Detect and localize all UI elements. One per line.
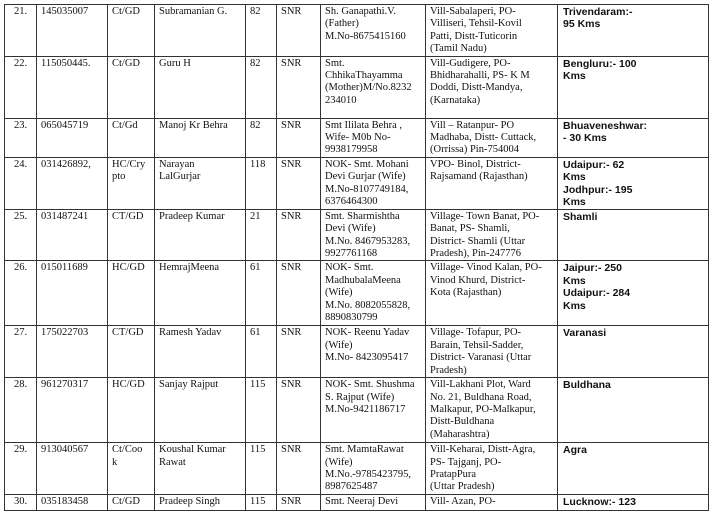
address-line: Madhaba, Distt- Cuttack,	[430, 132, 537, 144]
table-row	[5, 261, 709, 326]
address-line: Pradesh)	[430, 364, 467, 376]
table-row	[5, 5, 709, 57]
name-line: Manoj Kr Behra	[159, 119, 228, 131]
name-cell	[155, 261, 246, 326]
next-of-kin-cell	[321, 5, 426, 57]
serial-number-cell: 30.	[5, 494, 37, 510]
next-of-kin-line: NOK- Reenu Yadav	[325, 327, 410, 339]
address-line: Patti, Distt-Tuticorin	[430, 30, 518, 42]
next-of-kin-line: Smt. MamtaRawat	[325, 444, 404, 456]
serial-number-cell: 28.	[5, 378, 37, 443]
serial-number-cell: 27.	[5, 326, 37, 378]
distance-line: Udaipur:- 284	[563, 287, 631, 300]
rank-cell	[108, 209, 155, 261]
name-line: Ramesh Yadav	[159, 327, 222, 339]
address-line: Barain, Tehsil-Sadder,	[430, 339, 524, 351]
distance-line: Bengluru:- 100	[563, 57, 637, 70]
table-row	[5, 494, 709, 510]
next-of-kin-line: M.No-8107749184,	[325, 183, 409, 195]
address-line: Village- Tofapur, PO-	[430, 327, 522, 339]
rank-cell	[108, 5, 155, 57]
serial-number-cell: 29.	[5, 443, 37, 495]
rank-cell	[108, 443, 155, 495]
address-line: (Uttar Pradesh)	[430, 481, 495, 493]
address-line: District- Varanasi (Uttar	[430, 352, 532, 364]
address-line: Villiseri, Tehsil-Kovil	[430, 18, 522, 30]
name-cell	[155, 209, 246, 261]
distance-cell	[558, 378, 709, 443]
address-line: (Karnataka)	[430, 94, 481, 106]
next-of-kin-line: M.No. 8082055828,	[325, 299, 411, 311]
distance-line: Agra	[563, 444, 587, 457]
name-line: Sanjay Rajput	[159, 379, 219, 391]
name-line: Guru H	[159, 57, 191, 69]
address-line: Pradesh), Pin-247776	[430, 248, 521, 260]
next-of-kin-line: (Father)	[325, 18, 359, 30]
rank-cell	[108, 56, 155, 118]
serial-number-cell: 24.	[5, 157, 37, 209]
location-cell: SNR	[277, 5, 321, 57]
name-line: LalGurjar	[159, 171, 201, 183]
name-line: Koushal Kumar	[159, 444, 226, 456]
unit-cell: 115	[246, 494, 277, 510]
table-row	[5, 443, 709, 495]
serial-number-cell: 25.	[5, 209, 37, 261]
next-of-kin-line: (Wife)	[325, 339, 353, 351]
unit-cell: 61	[246, 261, 277, 326]
rank-cell	[108, 326, 155, 378]
next-of-kin-cell	[321, 56, 426, 118]
next-of-kin-line: NOK- Smt. Mohani	[325, 158, 409, 170]
next-of-kin-line: NOK- Smt. Shushma	[325, 379, 415, 391]
next-of-kin-line: (Wife)	[325, 456, 353, 468]
next-of-kin-line: Smt Ililata Behra ,	[325, 119, 402, 131]
distance-cell	[558, 5, 709, 57]
location-cell: SNR	[277, 56, 321, 118]
distance-line: Kms	[563, 70, 586, 83]
address-line: Banat, PS- Shamli,	[430, 223, 510, 235]
next-of-kin-line: 8890830799	[325, 312, 378, 324]
next-of-kin-line: 6376464300	[325, 196, 378, 208]
name-cell	[155, 157, 246, 209]
regn-number-cell: 031426892,	[37, 157, 108, 209]
name-cell	[155, 326, 246, 378]
regn-number-cell: 115050445.	[37, 56, 108, 118]
next-of-kin-line: M.No.-9785423795,	[325, 468, 412, 480]
next-of-kin-cell	[321, 443, 426, 495]
address-line: Rajsamand (Rajasthan)	[430, 171, 528, 183]
address-line: Village- Town Banat, PO-	[430, 210, 540, 222]
table-row	[5, 326, 709, 378]
name-line: Pradeep Kumar	[159, 210, 225, 222]
address-cell	[426, 56, 558, 118]
distance-line: Shamli	[563, 210, 598, 223]
next-of-kin-line: 9927761168	[325, 248, 378, 260]
name-line: Rawat	[159, 456, 186, 468]
regn-number-cell: 065045719	[37, 118, 108, 157]
table-body	[5, 5, 709, 511]
next-of-kin-line: 8987625487	[325, 481, 378, 493]
next-of-kin-cell	[321, 157, 426, 209]
next-of-kin-cell	[321, 378, 426, 443]
regn-number-cell: 961270317	[37, 378, 108, 443]
distance-cell	[558, 56, 709, 118]
next-of-kin-line: M.No-8675415160	[325, 30, 406, 42]
distance-line: Kms	[563, 274, 586, 287]
rank-line: HC/Cry	[112, 158, 146, 170]
address-cell	[426, 209, 558, 261]
rank-line: Ct/GD	[112, 6, 141, 17]
regn-number-cell: 031487241	[37, 209, 108, 261]
name-cell	[155, 443, 246, 495]
distance-line: Kms	[563, 196, 586, 209]
rank-cell	[108, 378, 155, 443]
next-of-kin-line: (Mother)M/No.8232	[325, 82, 412, 94]
address-line: Vill-Sabalaperi, PO-	[430, 6, 516, 17]
next-of-kin-line: 234010	[325, 94, 357, 106]
address-line: VPO- Binol, District-	[430, 158, 521, 170]
next-of-kin-line: (Wife)	[325, 287, 353, 299]
rank-line: Ct/GD	[112, 57, 141, 69]
regn-number-cell: 035183458	[37, 494, 108, 510]
next-of-kin-cell	[321, 494, 426, 510]
next-of-kin-line: Devi (Wife)	[325, 223, 376, 235]
location-cell: SNR	[277, 494, 321, 510]
name-line: Subramanian G.	[159, 6, 228, 17]
unit-cell: 115	[246, 378, 277, 443]
serial-number-cell: 22.	[5, 56, 37, 118]
distance-cell	[558, 494, 709, 510]
address-line: Distt-Buldhana	[430, 416, 495, 428]
next-of-kin-line: NOK- Smt.	[325, 262, 374, 274]
regn-number-cell: 015011689	[37, 261, 108, 326]
rank-line: k	[112, 456, 118, 468]
distance-line: Udaipur:- 62	[563, 158, 625, 171]
address-cell	[426, 118, 558, 157]
serial-number-cell: 23.	[5, 118, 37, 157]
unit-cell: 21	[246, 209, 277, 261]
rank-line: Ct/Gd	[112, 119, 138, 131]
next-of-kin-line: Smt.	[325, 57, 345, 69]
next-of-kin-cell	[321, 209, 426, 261]
location-cell: SNR	[277, 378, 321, 443]
name-cell	[155, 494, 246, 510]
address-cell	[426, 378, 558, 443]
distance-line: 95 Kms	[563, 18, 601, 31]
next-of-kin-cell	[321, 261, 426, 326]
address-cell	[426, 5, 558, 57]
rank-cell	[108, 261, 155, 326]
address-cell	[426, 443, 558, 495]
address-cell	[426, 494, 558, 510]
table-row	[5, 209, 709, 261]
next-of-kin-line: Smt. Sharmishtha	[325, 210, 400, 222]
unit-cell: 115	[246, 443, 277, 495]
address-line: PratapPura	[430, 468, 477, 480]
regn-number-cell: 175022703	[37, 326, 108, 378]
name-cell	[155, 5, 246, 57]
address-line: PS- Tajganj, PO-	[430, 456, 502, 468]
address-line: Vill-Lakhani Plot, Ward	[430, 379, 531, 391]
address-line: Doddi, Distt-Mandya,	[430, 82, 523, 94]
location-cell: SNR	[277, 443, 321, 495]
distance-cell	[558, 157, 709, 209]
name-cell	[155, 118, 246, 157]
next-of-kin-line: MadhubalaMeena	[325, 274, 401, 286]
distance-line: Varanasi	[563, 327, 607, 340]
rank-line: Ct/Coo	[112, 444, 143, 456]
distance-cell	[558, 118, 709, 157]
distance-line: Jaipur:- 250	[563, 262, 622, 275]
distance-cell	[558, 326, 709, 378]
rank-line: CT/GD	[112, 210, 144, 222]
unit-cell: 82	[246, 118, 277, 157]
rank-line: HC/GD	[112, 379, 145, 391]
next-of-kin-line: M.No. 8467953283,	[325, 235, 411, 247]
location-cell: SNR	[277, 209, 321, 261]
regn-number-cell: 145035007	[37, 5, 108, 57]
address-line: No. 21, Buldhana Road,	[430, 391, 532, 403]
distance-cell	[558, 209, 709, 261]
unit-cell: 82	[246, 5, 277, 57]
address-cell	[426, 261, 558, 326]
address-line: Village- Vinod Kalan, PO-	[430, 262, 542, 274]
rank-cell	[108, 157, 155, 209]
name-cell	[155, 378, 246, 443]
name-line: Pradeep Singh	[159, 495, 220, 507]
rank-line: pto	[112, 171, 126, 183]
serial-number-cell: 26.	[5, 261, 37, 326]
distance-cell	[558, 261, 709, 326]
distance-line: Trivendaram:-	[563, 6, 633, 18]
address-line: Vill- Azan, PO-	[430, 495, 496, 507]
regn-number-cell: 913040567	[37, 443, 108, 495]
next-of-kin-line: S. Rajput (Wife)	[325, 391, 395, 403]
rank-line: CT/GD	[112, 327, 144, 339]
distance-line: Kms	[563, 299, 586, 312]
location-cell: SNR	[277, 261, 321, 326]
rank-cell	[108, 118, 155, 157]
location-cell: SNR	[277, 157, 321, 209]
distance-line: Jodhpur:- 195	[563, 183, 633, 196]
serial-number-cell: 21.	[5, 5, 37, 57]
next-of-kin-line: Devi Gurjar (Wife)	[325, 171, 406, 183]
address-cell	[426, 157, 558, 209]
distance-line: Bhuaveneshwar:	[563, 119, 648, 132]
location-cell: SNR	[277, 326, 321, 378]
next-of-kin-line: Sh. Ganapathi.V.	[325, 6, 396, 17]
distance-cell	[558, 443, 709, 495]
name-line: HemrajMeena	[159, 262, 220, 274]
next-of-kin-line: M.No- 8423095417	[325, 352, 409, 364]
rank-line: Ct/GD	[112, 495, 141, 507]
table-row	[5, 56, 709, 118]
next-of-kin-line: Wife- M0b No-	[325, 132, 391, 144]
address-line: Kota (Rajasthan)	[430, 287, 502, 299]
next-of-kin-cell	[321, 118, 426, 157]
location-cell: SNR	[277, 118, 321, 157]
distance-line: Kms	[563, 171, 586, 184]
address-line: (Maharashtra)	[430, 428, 490, 440]
address-line: Vill – Ratanpur- PO	[430, 119, 515, 131]
address-line: Bhidharahalli, PS- K M	[430, 70, 530, 82]
name-cell	[155, 56, 246, 118]
address-line: (Tamil Nadu)	[430, 43, 487, 55]
distance-line: - 30 Kms	[563, 132, 607, 145]
distance-line: Lucknow:- 123	[563, 495, 636, 508]
name-line: Narayan	[159, 158, 195, 170]
address-line: Vill-Gudigere, PO-	[430, 57, 511, 69]
address-line: District- Shamli (Uttar	[430, 235, 526, 247]
next-of-kin-line: Smt. Neeraj Devi	[325, 495, 399, 507]
address-cell	[426, 326, 558, 378]
rank-cell	[108, 494, 155, 510]
rank-line: HC/GD	[112, 262, 145, 274]
next-of-kin-cell	[321, 326, 426, 378]
address-line: Vinod Khurd, District-	[430, 274, 526, 286]
personnel-table	[4, 4, 709, 511]
address-line: (Orrissa) Pin-754004	[430, 144, 519, 156]
address-line: Malkapur, PO-Malkapur,	[430, 403, 536, 415]
unit-cell: 118	[246, 157, 277, 209]
address-line: Vill-Keharai, Distt-Agra,	[430, 444, 536, 456]
table-row	[5, 118, 709, 157]
distance-line: Buldhana	[563, 379, 611, 392]
next-of-kin-line: M.No-9421186717	[325, 403, 406, 415]
next-of-kin-line: 9938179958	[325, 144, 378, 156]
table-row	[5, 378, 709, 443]
next-of-kin-line: ChhikaThayamma	[325, 70, 403, 82]
unit-cell: 61	[246, 326, 277, 378]
table-row	[5, 157, 709, 209]
unit-cell: 82	[246, 56, 277, 118]
